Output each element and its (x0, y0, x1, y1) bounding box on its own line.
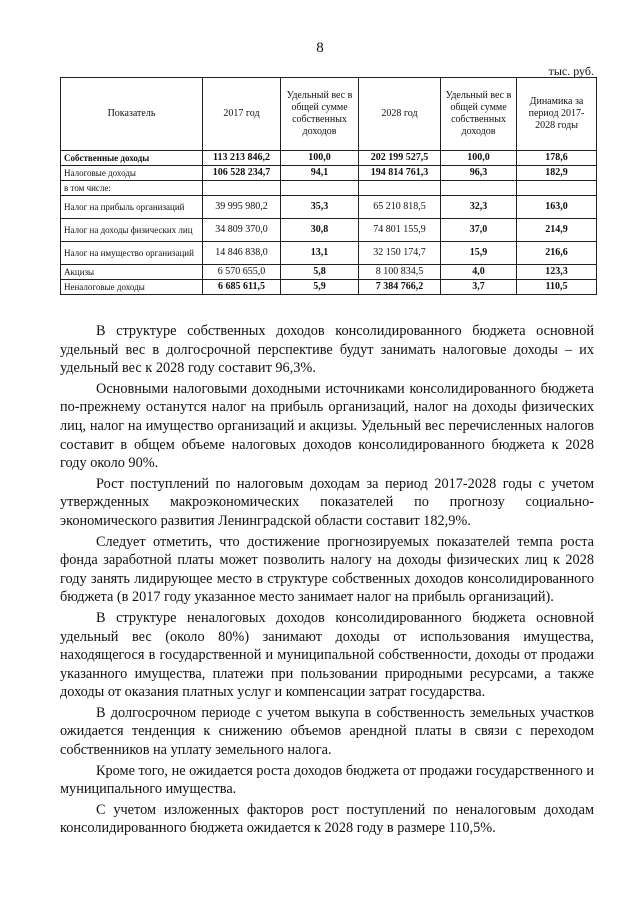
page-number: 8 (316, 40, 324, 56)
share-2017: 35,3 (281, 196, 359, 219)
units-label: тыс. руб. (548, 64, 594, 78)
header-dynamics: Динамика за период 2017-2028 годы (517, 78, 597, 151)
share-2028 (441, 181, 517, 196)
value-2017: 106 528 234,7 (203, 166, 281, 181)
table-header-row (61, 78, 597, 151)
row-name: Неналоговые доходы (61, 280, 203, 295)
table-row (61, 219, 597, 242)
table-row (61, 280, 597, 295)
share-2017 (281, 181, 359, 196)
value-2028: 7 384 766,2 (359, 280, 441, 295)
revenue-table (60, 77, 597, 295)
dynamics: 163,0 (517, 196, 597, 219)
header-2028: 2028 год (359, 78, 441, 151)
share-2028: 15,9 (441, 242, 517, 265)
dynamics: 216,6 (517, 242, 597, 265)
table-row (61, 151, 597, 166)
share-2017: 5,9 (281, 280, 359, 295)
share-2017: 94,1 (281, 166, 359, 181)
paragraph: В структуре неналоговых доходов консолидированного бюджета основной удельный вес (около 80%) занимают доходы от использования имущества, находящегося в государственной и муниципальной собственности, доходы от продажи указанного имущества, платежи при пользовании природными ресурсами, а также доходы от оказания платных услуг и компенсации затрат государства. (60, 609, 594, 701)
dynamics: 178,6 (517, 151, 597, 166)
row-name: в том числе: (61, 181, 203, 196)
dynamics: 214,9 (517, 219, 597, 242)
dynamics: 110,5 (517, 280, 597, 295)
row-name: Налог на доходы физических лиц (61, 219, 203, 242)
header-indicator: Показатель (61, 78, 203, 151)
value-2017: 39 995 980,2 (203, 196, 281, 219)
share-2017: 5,8 (281, 265, 359, 280)
value-2017: 14 846 838,0 (203, 242, 281, 265)
row-name: Налоговые доходы (61, 166, 203, 181)
value-2017: 6 685 611,5 (203, 280, 281, 295)
value-2028 (359, 181, 441, 196)
paragraph: В долгосрочном периоде с учетом выкупа в собственность земельных участков ожидается тенденция к снижению объемов арендной платы в связи с переходом собственников на уплату земельного налога. (60, 704, 594, 759)
table-row (61, 166, 597, 181)
table-row (61, 242, 597, 265)
table-row (61, 181, 597, 196)
row-name: Собственные доходы (61, 151, 203, 166)
share-2017: 13,1 (281, 242, 359, 265)
paragraph: Рост поступлений по налоговым доходам за период 2017-2028 годы с учетом утвержденных макроэкономических показателей по прогнозу социально-экономического развития Ленинградской области составит 182,9%. (60, 475, 594, 529)
value-2028: 32 150 174,7 (359, 242, 441, 265)
value-2017: 113 213 846,2 (203, 151, 281, 166)
table-row (61, 196, 597, 219)
row-name: Налог на прибыль организаций (61, 196, 203, 219)
share-2028: 96,3 (441, 166, 517, 181)
row-name: Акцизы (61, 265, 203, 280)
share-2028: 3,7 (441, 280, 517, 295)
share-2028: 4,0 (441, 265, 517, 280)
share-2017: 30,8 (281, 219, 359, 242)
paragraph: В структуре собственных доходов консолидированного бюджета основной удельный вес в долгосрочной перспективе будут занимать налоговые доходы – их удельный вес к 2028 году составит 96,3%. (60, 323, 594, 377)
value-2028: 65 210 818,5 (359, 196, 441, 219)
paragraph: С учетом изложенных факторов рост поступлений по неналоговым доходам консолидированного бюджета ожидается к 2028 году в размере 110,5%. (60, 801, 594, 837)
header-share-2017: Удельный вес в общей сумме собственных доходов (281, 78, 359, 151)
table-row (61, 265, 597, 280)
value-2017: 34 809 370,0 (203, 219, 281, 242)
value-2017: 6 570 655,0 (203, 265, 281, 280)
body-text (60, 322, 594, 840)
value-2028: 194 814 761,3 (359, 166, 441, 181)
value-2028: 8 100 834,5 (359, 265, 441, 280)
dynamics: 182,9 (517, 166, 597, 181)
paragraph: Кроме того, не ожидается роста доходов бюджета от продажи государственного и муниципального имущества. (60, 762, 594, 798)
share-2028: 37,0 (441, 219, 517, 242)
dynamics: 123,3 (517, 265, 597, 280)
value-2028: 74 801 155,9 (359, 219, 441, 242)
dynamics (517, 181, 597, 196)
paragraph: Основными налоговыми доходными источниками консолидированного бюджета по-прежнему останутся налог на прибыль организаций, налог на доходы физических лиц, налог на имущество организаций и акцизы. Удельный вес перечисленных налогов составит в общем объеме налоговых доходов консолидированного бюджета к 2028 году около 90%. (60, 380, 594, 472)
share-2028: 100,0 (441, 151, 517, 166)
header-share-2028: Удельный вес в общей сумме собственных доходов (441, 78, 517, 151)
share-2028: 32,3 (441, 196, 517, 219)
value-2017 (203, 181, 281, 196)
header-2017: 2017 год (203, 78, 281, 151)
row-name: Налог на имущество организаций (61, 242, 203, 265)
value-2028: 202 199 527,5 (359, 151, 441, 166)
paragraph: Следует отметить, что достижение прогнозируемых показателей темпа роста фонда заработной платы может позволить налогу на доходы физических лиц к 2028 году занять лидирующее место в структуре собственных доходов консолидированного бюджета (в 2017 году указанное место занимает налог на прибыль организаций). (60, 533, 594, 606)
share-2017: 100,0 (281, 151, 359, 166)
